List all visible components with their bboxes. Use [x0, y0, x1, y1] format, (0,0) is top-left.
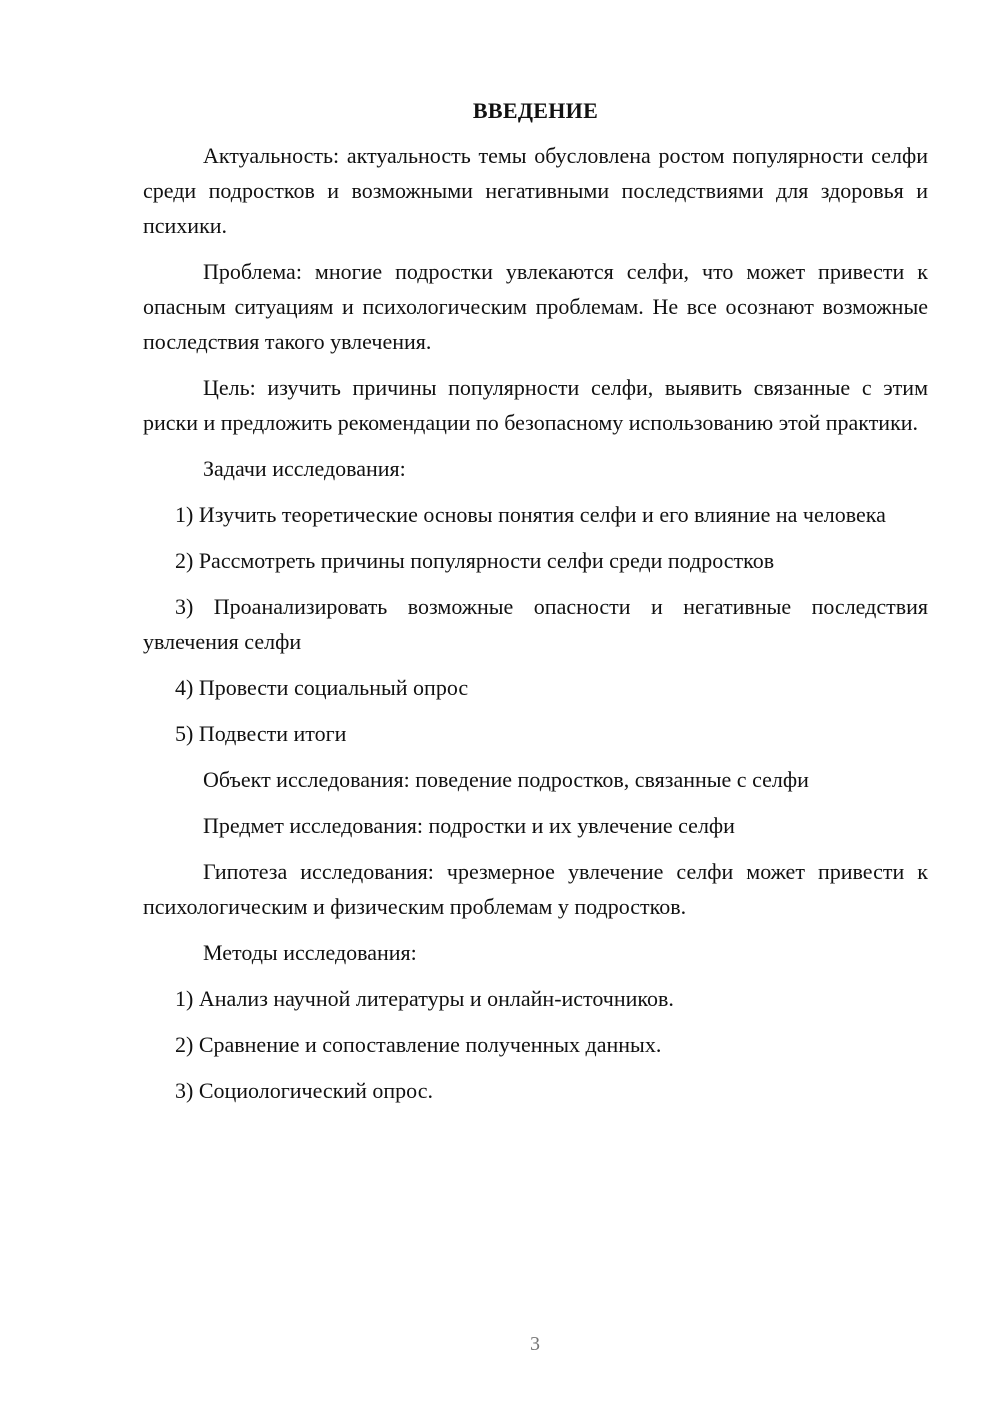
goal-paragraph: Цель: изучить причины популярности селфи, выявить связанные с этим риски и предложить рекомендации по безопасному использованию этой практики.: [143, 375, 928, 435]
section-title: ВВЕДЕНИЕ: [472, 98, 599, 123]
relevance-paragraph: Актуальность: актуальность темы обусловлена ростом популярности селфи среди подростков и возможными негативными последствиями для здоровья и психики.: [143, 143, 928, 238]
tasks-heading: Задачи исследования:: [203, 456, 406, 481]
method-item: 1) Анализ научной литературы и онлайн-источников.: [175, 986, 674, 1011]
task-item: 5) Подвести итоги: [175, 721, 347, 746]
document-page: [143, 96, 928, 1119]
subject-paragraph: Предмет исследования: подростки и их увлечение селфи: [203, 813, 735, 838]
task-item: 4) Провести социальный опрос: [175, 675, 469, 700]
task-item: 2) Рассмотреть причины популярности селфи среди подростков: [175, 548, 775, 573]
method-item: 3) Социологический опрос.: [175, 1078, 433, 1103]
page-number: 3: [530, 1333, 540, 1355]
method-item: 2) Сравнение и сопоставление полученных данных.: [175, 1032, 662, 1057]
task-item: 1) Изучить теоретические основы понятия селфи и его влияние на человека: [175, 502, 886, 527]
methods-heading: Методы исследования:: [203, 940, 417, 965]
task-item: 3) Проанализировать возможные опасности и негативные последствия увлечения селфи: [143, 594, 928, 654]
object-paragraph: Объект исследования: поведение подростков, связанные с селфи: [203, 767, 809, 792]
hypothesis-paragraph: Гипотеза исследования: чрезмерное увлечение селфи может привести к психологическим и физическим проблемам у подростков.: [143, 859, 928, 919]
problem-paragraph: Проблема: многие подростки увлекаются селфи, что может привести к опасным ситуациям и психологическим проблемам. Не все осознают возможные последствия такого увлечения.: [143, 259, 928, 354]
